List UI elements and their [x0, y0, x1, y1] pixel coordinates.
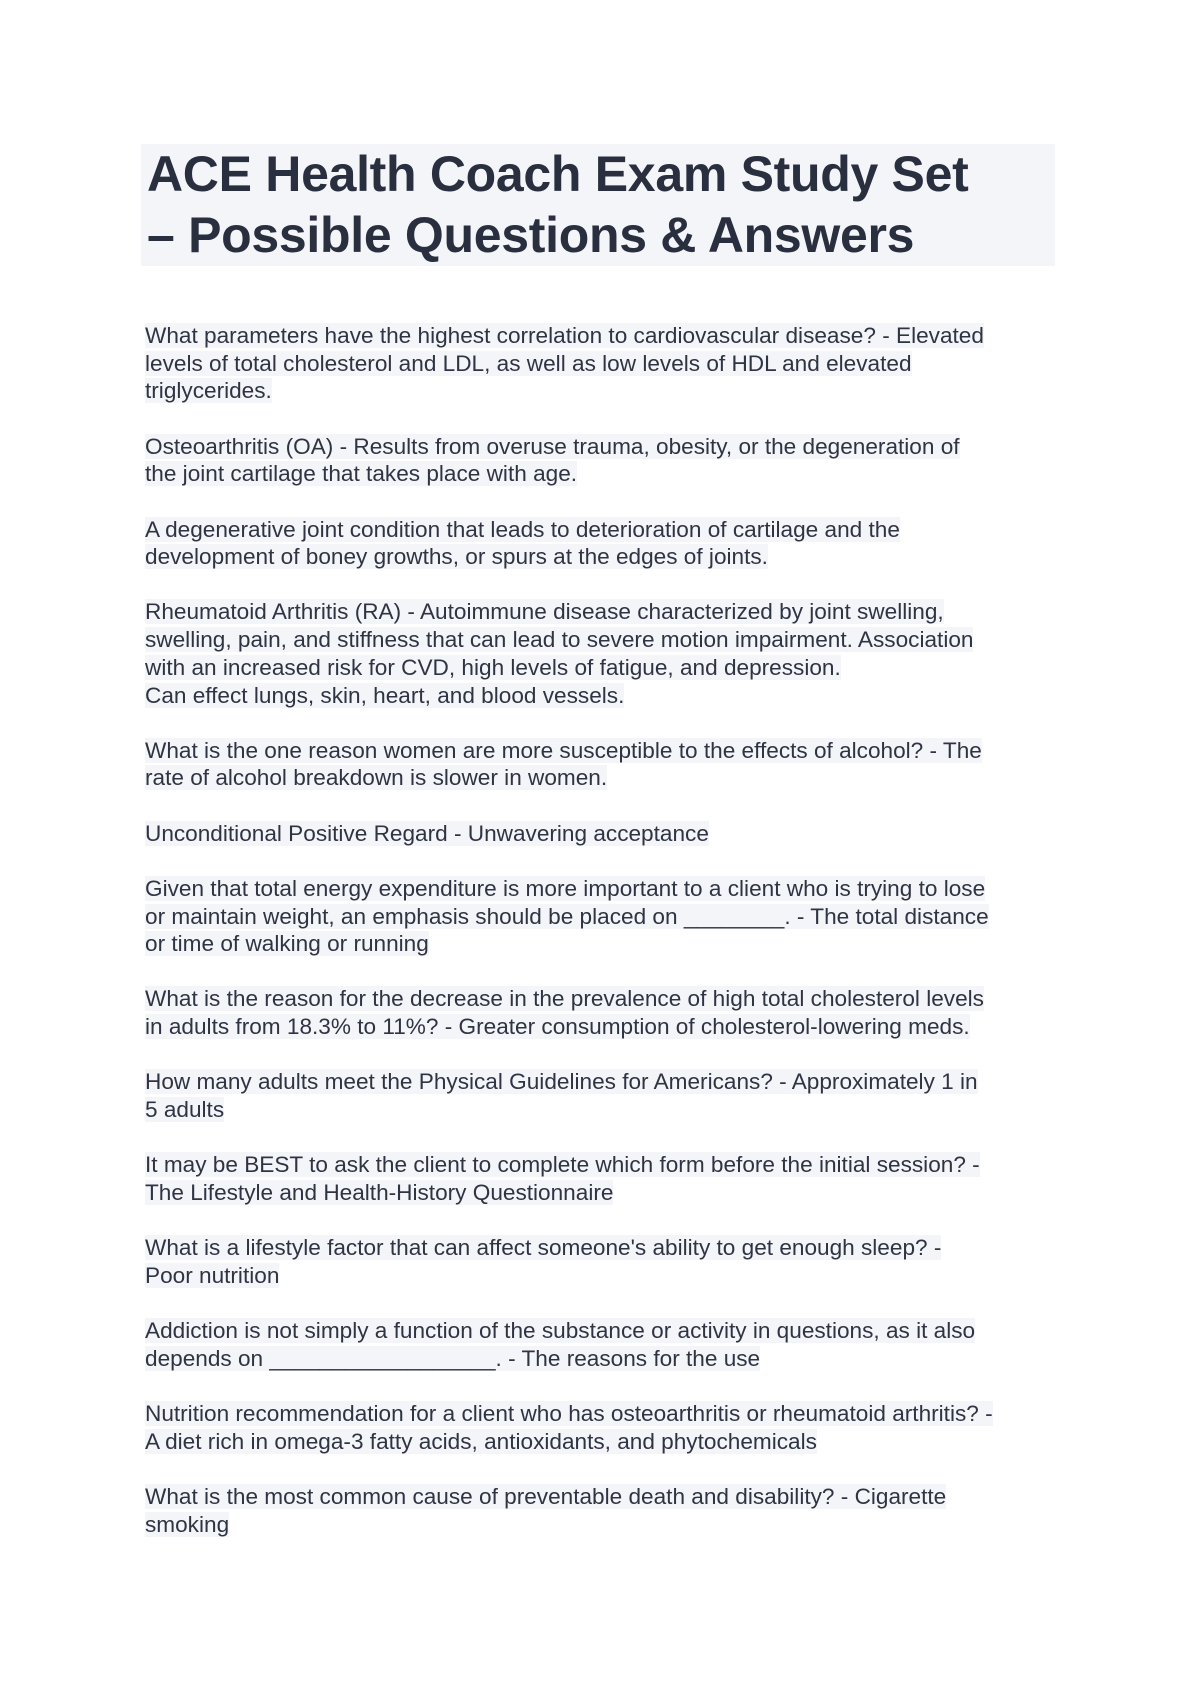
- qa-line-text: Given that total energy expenditure is more important to a client who is trying to lose: [145, 875, 986, 901]
- qa-line: [145, 682, 1065, 710]
- qa-line: [145, 764, 1065, 792]
- qa-line: [145, 516, 1065, 544]
- qa-line-text: Rheumatoid Arthritis (RA) - Autoimmune disease characterized by joint swelling,: [145, 599, 944, 625]
- qa-item: [145, 1068, 1065, 1123]
- qa-line: [145, 377, 1065, 405]
- qa-line: [145, 543, 1065, 571]
- qa-line-text: with an increased risk for CVD, high levels of fatigue, and depression.: [145, 654, 841, 680]
- qa-item: [145, 1234, 1065, 1289]
- qa-item: [145, 985, 1065, 1040]
- qa-line-text: swelling, pain, and stiffness that can lead to severe motion impairment. Association: [145, 627, 974, 653]
- qa-line-text: rate of alcohol breakdown is slower in women.: [145, 765, 608, 791]
- qa-item: [145, 1151, 1065, 1206]
- qa-line: [145, 875, 1065, 903]
- qa-line-text: Can effect lungs, skin, heart, and blood vessels.: [145, 682, 625, 708]
- qa-line: [145, 1234, 1065, 1262]
- qa-line: [145, 654, 1065, 682]
- title-line-1: ACE Health Coach Exam Study Set: [147, 146, 969, 202]
- qa-line-text: triglycerides.: [145, 378, 272, 404]
- qa-line: [145, 1400, 1065, 1428]
- qa-line: [145, 903, 1065, 931]
- qa-item: [145, 433, 1065, 488]
- qa-item: [145, 598, 1065, 709]
- qa-line: [145, 1068, 1065, 1096]
- qa-line: [145, 1179, 1065, 1207]
- qa-line-text: Osteoarthritis (OA) - Results from overuse trauma, obesity, or the degeneration of: [145, 433, 960, 459]
- qa-line-text: or time of walking or running: [145, 931, 429, 957]
- qa-line-text: What is a lifestyle factor that can affect someone's ability to get enough sleep? -: [145, 1235, 942, 1261]
- qa-line-text: 5 adults: [145, 1097, 225, 1123]
- qa-item: [145, 737, 1065, 792]
- qa-line-text: What is the one reason women are more susceptible to the effects of alcohol? - The: [145, 737, 982, 763]
- qa-line-text: What parameters have the highest correlation to cardiovascular disease? - Elevated: [145, 323, 984, 348]
- qa-line: [145, 1317, 1065, 1345]
- qa-item: [145, 1317, 1065, 1372]
- qa-line-text: How many adults meet the Physical Guidelines for Americans? - Approximately 1 in: [145, 1069, 978, 1095]
- qa-line-text: Addiction is not simply a function of the substance or activity in questions, as it also: [145, 1318, 976, 1344]
- qa-line: [145, 1483, 1065, 1511]
- qa-line: [145, 820, 1065, 848]
- qa-line: [145, 460, 1065, 488]
- qa-line-text: in adults from 18.3% to 11%? - Greater consumption of cholesterol-lowering meds.: [145, 1014, 970, 1040]
- document-title: [141, 144, 1055, 266]
- qa-line: [145, 930, 1065, 958]
- qa-line: [145, 626, 1065, 654]
- qa-line: [145, 737, 1065, 765]
- qa-line-text: or maintain weight, an emphasis should be placed on ________. - The total distance: [145, 903, 989, 929]
- qa-item: [145, 1400, 1065, 1455]
- qa-line: [145, 1428, 1065, 1456]
- qa-line-text: A degenerative joint condition that leads to deterioration of cartilage and the: [145, 516, 900, 542]
- qa-line: [145, 433, 1065, 461]
- qa-line-text: Poor nutrition: [145, 1262, 280, 1288]
- qa-line-text: What is the most common cause of preventable death and disability? - Cigarette: [145, 1483, 947, 1509]
- qa-line: [145, 1013, 1065, 1041]
- qa-item: [145, 875, 1065, 958]
- qa-line: [145, 1511, 1065, 1539]
- qa-line-text: the joint cartilage that takes place with age.: [145, 461, 578, 487]
- qa-line: [145, 598, 1065, 626]
- qa-item: [145, 1483, 1065, 1538]
- qa-item: [145, 322, 1065, 405]
- qa-list: [145, 322, 1065, 1566]
- qa-line-text: Nutrition recommendation for a client who has osteoarthritis or rheumatoid arthritis? -: [145, 1400, 993, 1426]
- qa-item: [145, 820, 1065, 848]
- qa-line: [145, 1345, 1065, 1373]
- qa-line: [145, 322, 1065, 350]
- qa-line-text: levels of total cholesterol and LDL, as well as low levels of HDL and elevated: [145, 350, 912, 376]
- qa-line: [145, 985, 1065, 1013]
- qa-line-text: The Lifestyle and Health-History Questionnaire: [145, 1179, 614, 1205]
- qa-line-text: It may be BEST to ask the client to complete which form before the initial session? -: [145, 1152, 980, 1178]
- qa-line-text: What is the reason for the decrease in the prevalence of high total cholesterol levels: [145, 986, 984, 1012]
- qa-line: [145, 1096, 1065, 1124]
- qa-line-text: A diet rich in omega-3 fatty acids, antioxidants, and phytochemicals: [145, 1428, 817, 1454]
- qa-line: [145, 1151, 1065, 1179]
- qa-line-text: development of boney growths, or spurs at the edges of joints.: [145, 544, 768, 570]
- qa-line: [145, 350, 1065, 378]
- qa-item: [145, 516, 1065, 571]
- title-line-2: – Possible Questions & Answers: [147, 207, 915, 263]
- qa-line: [145, 1262, 1065, 1290]
- qa-line-text: smoking: [145, 1511, 230, 1537]
- qa-line-text: Unconditional Positive Regard - Unwavering acceptance: [145, 820, 709, 846]
- qa-line-text: depends on __________________. - The reasons for the use: [145, 1345, 761, 1371]
